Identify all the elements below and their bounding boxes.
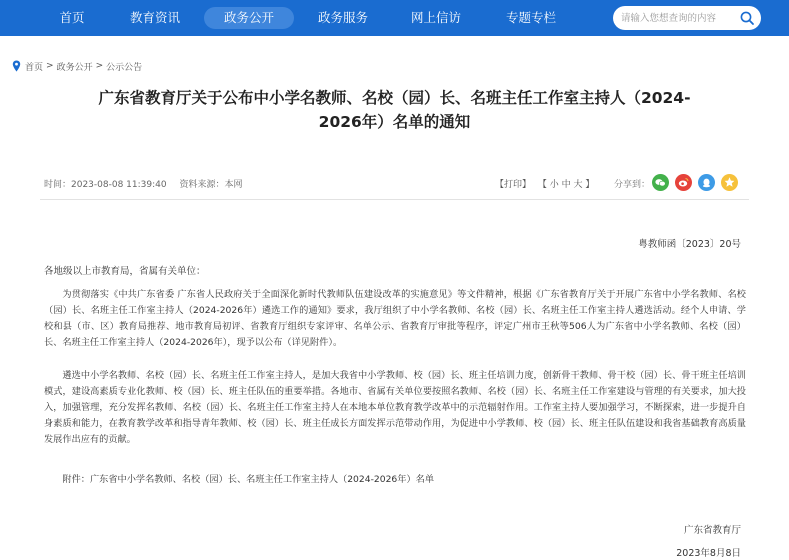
share-label: 分享到： (614, 180, 651, 190)
signature: 广东省教育厅 (683, 525, 741, 536)
search-icon[interactable] (739, 10, 755, 26)
nav-item-special-topics[interactable]: 专题专栏 (505, 10, 556, 25)
nav-item-online-petition[interactable]: 网上信访 (410, 10, 461, 25)
nav-item-education-news[interactable]: 教育资讯 (129, 10, 180, 25)
article-tools (495, 177, 598, 190)
publish-time: 时间：2023-08-08 11:39:40 (44, 180, 167, 190)
breadcrumb-separator: > (95, 61, 104, 71)
paragraph-2: 遴选中小学名教师、名校（园）长、名班主任工作室主持人，是加大我省中小学教师、校（园）长、班主任培训力度，创新骨干教师、骨干校（园）长、骨干班主任培训模式，建设高素质专业化教师、校（园）长、班主任队伍的重要举措。各地市、省属有关单位要按照名教师、名校（园）长、名班主任工作室建设与管理的有关要求，加大投入，加强管理，充分发挥名教师、名校（园）长、名班主任工作室主持人在本地本单位教育教学改革中的示范辐射作用。工作室主持人要加强学习，不断探索，进一步提升自身素质和能力，在教育教学改革和指导青年教师、校（园）长、班主任成长方面发挥示范带动作用，为促进中小学教师、校（园）长、班主任队伍建设和我省基础教育高质量发展作出应有的贡献。 (44, 370, 746, 445)
article-title-line-2: 2026年）名单的通知 (318, 113, 471, 131)
nav-item-government-services[interactable]: 政务服务 (317, 10, 368, 25)
qq-icon[interactable] (698, 174, 715, 191)
weibo-icon[interactable] (675, 174, 692, 191)
article-meta (44, 177, 252, 190)
document-date: 2023年8月8日 (676, 548, 741, 559)
qzone-icon[interactable] (721, 174, 738, 191)
breadcrumb-announcements[interactable]: 公示公告 (106, 62, 143, 73)
location-pin-icon (12, 60, 21, 72)
search-box (613, 6, 761, 30)
attachment-link[interactable]: 附件：广东省中小学名教师、名校（园）长、名班主任工作室主持人（2024-2026年）名单 (62, 474, 435, 485)
breadcrumb-government-affairs[interactable]: 政务公开 (56, 62, 93, 73)
search-input[interactable] (621, 9, 737, 27)
article-title-line-1: 广东省教育厅关于公布中小学名教师、名校（园）长、名班主任工作室主持人（2024- (98, 89, 691, 107)
print-button[interactable]: 【打印】 (495, 180, 532, 190)
breadcrumb-home[interactable]: 首页 (25, 62, 44, 73)
font-size-switcher[interactable]: 【 小 中 大 】 (537, 180, 595, 190)
wechat-icon[interactable] (652, 174, 669, 191)
breadcrumb-separator: > (46, 61, 54, 71)
meta-divider (40, 199, 749, 200)
nav-item-government-affairs[interactable]: 政务公开 (204, 7, 294, 29)
document-number: 粤教师函〔2023〕20号 (638, 239, 741, 250)
nav-item-home[interactable]: 首页 (59, 10, 85, 25)
salutation: 各地级以上市教育局，省属有关单位： (44, 266, 206, 277)
paragraph-1: 为贯彻落实《中共广东省委 广东省人民政府关于全面深化新时代教师队伍建设改革的实施意见》等文件精神，根据《广东省教育厅关于开展广东省中小学名教师、名校（园）长、名班主任工作室主持人（2024-2026年）遴选工作的通知》要求，我厅组织了中小学名教师、名校（园）长、名班主任工作室主持人遴选活动。经个人申请、学校和县（市、区）教育局推荐、地市教育局初评、省教育厅组织专家评审、名单公示、省教育厅审批等程序，评定广州市王秋等506人为广东省中小学名教师、名校（园）长、名班主任工作室主持人（2024-2026年），现予以公布（详见附件）。 (44, 289, 746, 348)
article-title (40, 86, 749, 134)
article-source: 资料来源：本网 (179, 180, 243, 190)
top-nav (0, 0, 789, 36)
breadcrumb (12, 59, 145, 73)
